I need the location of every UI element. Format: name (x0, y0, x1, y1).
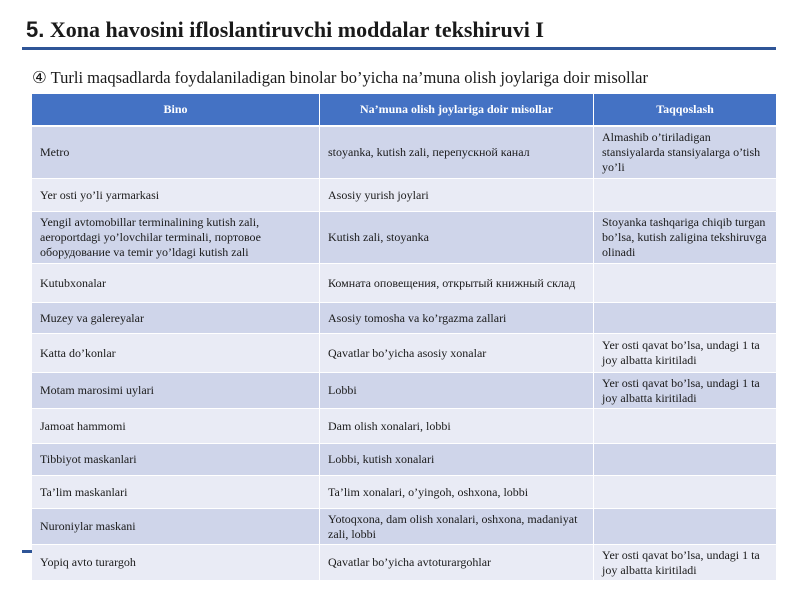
cell-sampling-examples: Комната оповещения, открытый книжный склад (320, 264, 594, 303)
cell-sampling-examples: Ta’lim xonalari, o’yingoh, oshxona, lobbi (320, 476, 594, 509)
cell-comparison (594, 409, 776, 444)
slide-subtitle: ④ Turli maqsadlarda foydalaniladigan binolar bo’yicha na’muna olish joylariga doir misollar (32, 68, 648, 87)
cell-building: Yer osti yo’li yarmarkasi (32, 179, 320, 212)
cell-comparison (594, 444, 776, 476)
table-row (32, 334, 776, 373)
slide-title (26, 14, 776, 46)
cell-sampling-examples: Kutish zali, stoyanka (320, 212, 594, 264)
cell-building: Motam marosimi uylari (32, 373, 320, 409)
cell-building: Nuroniylar maskani (32, 509, 320, 545)
cell-sampling-examples: Lobbi (320, 373, 594, 409)
cell-sampling-examples: Asosiy yurish joylari (320, 179, 594, 212)
cell-building: Katta do’konlar (32, 334, 320, 373)
table-row (32, 509, 776, 545)
table-row (32, 179, 776, 212)
cell-comparison: Yer osti qavat bo’lsa, undagi 1 ta joy albatta kiritiladi (594, 373, 776, 409)
cell-comparison: Stoyanka tashqariga chiqib turgan bo’lsa, kutish zaligina tekshiruvga olinadi (594, 212, 776, 264)
cell-comparison (594, 179, 776, 212)
header-sampling-examples: Na’muna olish joylariga doir misollar (320, 94, 594, 127)
cell-sampling-examples: stoyanka, kutish zali, перепускной канал (320, 127, 594, 179)
cell-building: Jamoat hammomi (32, 409, 320, 444)
table-row (32, 476, 776, 509)
cell-comparison (594, 264, 776, 303)
table-row (32, 127, 776, 179)
cell-building: Ta’lim maskanlari (32, 476, 320, 509)
sampling-locations-table (32, 94, 776, 581)
cell-comparison (594, 476, 776, 509)
table-row (32, 303, 776, 334)
cell-building: Yopiq avto turargoh (32, 545, 320, 581)
table-row (32, 409, 776, 444)
table-row (32, 212, 776, 264)
cell-comparison: Yer osti qavat bo’lsa, undagi 1 ta joy albatta kiritiladi (594, 545, 776, 581)
cell-building: Metro (32, 127, 320, 179)
cell-comparison: Almashib o’tiriladigan stansiyalarda stansiyalarga o’tish yo’li (594, 127, 776, 179)
cell-comparison (594, 509, 776, 545)
table-row (32, 444, 776, 476)
table-row (32, 264, 776, 303)
header-comparison: Taqqoslash (594, 94, 776, 127)
accent-mark (22, 550, 32, 553)
cell-sampling-examples: Qavatlar bo’yicha avtoturargohlar (320, 545, 594, 581)
cell-comparison: Yer osti qavat bo’lsa, undagi 1 ta joy albatta kiritiladi (594, 334, 776, 373)
title-underline (22, 47, 776, 50)
cell-comparison (594, 303, 776, 334)
cell-sampling-examples: Dam olish xonalari, lobbi (320, 409, 594, 444)
cell-building: Yengil avtomobillar terminalining kutish zali, aeroportdagi yo’lovchilar terminali, портовое оборудование va temir yo’ldagi kutish zali (32, 212, 320, 264)
table-row (32, 545, 776, 581)
header-building: Bino (32, 94, 320, 127)
table-row (32, 373, 776, 409)
cell-sampling-examples: Yotoqxona, dam olish xonalari, oshxona, madaniyat zali, lobbi (320, 509, 594, 545)
cell-sampling-examples: Asosiy tomosha va ko’rgazma zallari (320, 303, 594, 334)
cell-building: Kutubxonalar (32, 264, 320, 303)
cell-sampling-examples: Lobbi, kutish xonalari (320, 444, 594, 476)
slide-title-text: Xona havosini ifloslantiruvchi moddalar tekshiruvi I (49, 17, 544, 42)
cell-building: Muzey va galereyalar (32, 303, 320, 334)
cell-building: Tibbiyot maskanlari (32, 444, 320, 476)
table-header-row (32, 94, 776, 127)
cell-sampling-examples: Qavatlar bo’yicha asosiy xonalar (320, 334, 594, 373)
slide-title-number: 5. (26, 17, 45, 42)
